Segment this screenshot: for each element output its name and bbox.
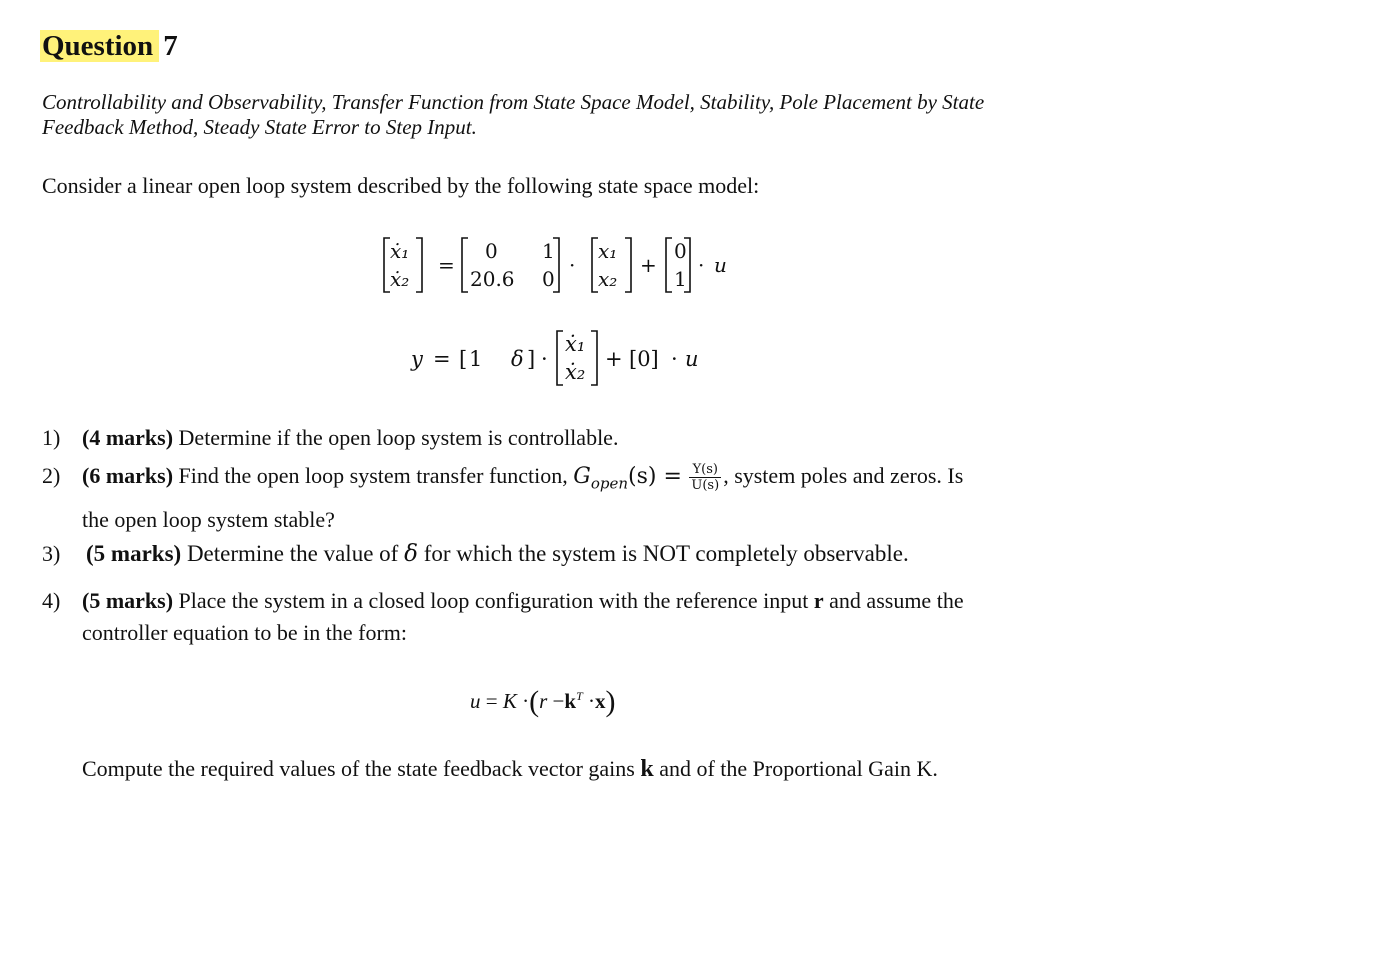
question-text-b: for which the system is NOT completely observable.	[417, 541, 909, 566]
question-item-2	[42, 462, 1082, 532]
c-bracket-close: ]	[527, 347, 536, 371]
ctrl-T: T	[576, 689, 583, 703]
c2-delta: δ	[511, 347, 524, 371]
g-symbol: G	[573, 464, 591, 489]
output-equation	[405, 325, 715, 391]
question-text-a: Determine the value of	[181, 541, 405, 566]
reference-r: r	[813, 588, 824, 613]
compute-text-a: Compute the required values of the state feedback vector gains	[82, 756, 641, 781]
out-dot: ·	[541, 347, 548, 371]
b2: 1	[674, 267, 687, 291]
out-u: u	[685, 347, 699, 371]
item-number: 1)	[42, 425, 61, 450]
state-equation	[370, 230, 750, 300]
question-item-4	[42, 587, 1082, 651]
question-number: 7	[163, 30, 178, 62]
item-number: 4)	[42, 588, 61, 613]
b1: 0	[674, 239, 687, 263]
out-plus: +	[605, 347, 623, 371]
a22: 0	[542, 267, 555, 291]
lhs-x1dot: ẋ₁	[390, 239, 410, 263]
item-number: 2)	[42, 463, 61, 488]
question-text-c: controller equation to be in the form:	[82, 620, 408, 645]
question-text-a: Place the system in a closed loop configuration with the reference input	[173, 588, 814, 613]
controller-equation	[470, 678, 616, 720]
question-label-highlight: Question	[40, 30, 159, 62]
question-text: Determine if the open loop system is controllable.	[173, 425, 619, 450]
ctrl-paren-open: (	[529, 685, 540, 718]
dot-1: ·	[569, 253, 576, 277]
x1: x₁	[598, 239, 618, 263]
fraction-numerator: Y(s)	[689, 462, 721, 478]
x2: x₂	[598, 267, 618, 291]
plus-sign: +	[640, 253, 657, 277]
question-text-b: and assume the	[823, 588, 964, 613]
out-x1dot: ẋ₁	[565, 332, 586, 356]
a11: 0	[485, 239, 498, 263]
question-text-c: the open loop system stable?	[82, 507, 335, 532]
ctrl-minus: −	[552, 689, 565, 713]
output-y: y	[411, 347, 423, 371]
topics-line: Controllability and Observability, Transfer Function from State Space Model, Stability, Pole Placement by State Feedback Method, Steady State Error to Step Input.	[42, 90, 985, 139]
ctrl-K: K	[502, 689, 517, 713]
fraction-denominator: U(s)	[691, 478, 720, 494]
lhs-x2dot: ẋ₂	[390, 267, 410, 291]
d-matrix: [0]	[629, 347, 659, 371]
g-arg: (s) =	[628, 464, 682, 489]
marks: (5 marks)	[82, 588, 174, 613]
out-x2dot: ẋ₂	[565, 360, 586, 384]
ctrl-eq: =	[485, 689, 498, 713]
marks: (5 marks)	[86, 541, 182, 566]
input-u: u	[714, 253, 727, 277]
compute-line	[82, 755, 938, 783]
a21: 20.6	[470, 267, 515, 291]
ctrl-u: u	[470, 689, 481, 713]
out-dot-2: ·	[671, 347, 678, 371]
out-eq-sign: =	[433, 347, 451, 371]
item-number: 3)	[42, 541, 61, 566]
compute-k: k	[640, 756, 654, 782]
question-title	[40, 28, 178, 64]
delta-symbol: δ	[404, 541, 418, 567]
c1: 1	[469, 347, 483, 371]
ctrl-dot: ·	[522, 689, 530, 713]
intro-text: Consider a linear open loop system described by the following state space model:	[42, 173, 760, 198]
g-subscript: open	[590, 474, 629, 493]
ctrl-k: k	[564, 689, 577, 713]
a12: 1	[542, 239, 555, 263]
marks: (4 marks)	[82, 425, 174, 450]
transfer-fraction	[689, 462, 721, 493]
marks: (6 marks)	[82, 463, 174, 488]
ctrl-dot-2: ·	[588, 689, 596, 713]
question-text-b: , system poles and zeros. Is	[723, 463, 964, 488]
eq-sign: =	[438, 253, 455, 277]
c-bracket-open: [	[459, 347, 468, 371]
dot-2: ·	[698, 253, 705, 277]
ctrl-paren-close: )	[605, 685, 616, 718]
question-text-a: Find the open loop system transfer function,	[173, 463, 574, 488]
ctrl-x: x	[595, 689, 606, 713]
ctrl-r: r	[539, 689, 548, 713]
compute-text-b: and of the Proportional Gain K.	[653, 756, 938, 781]
